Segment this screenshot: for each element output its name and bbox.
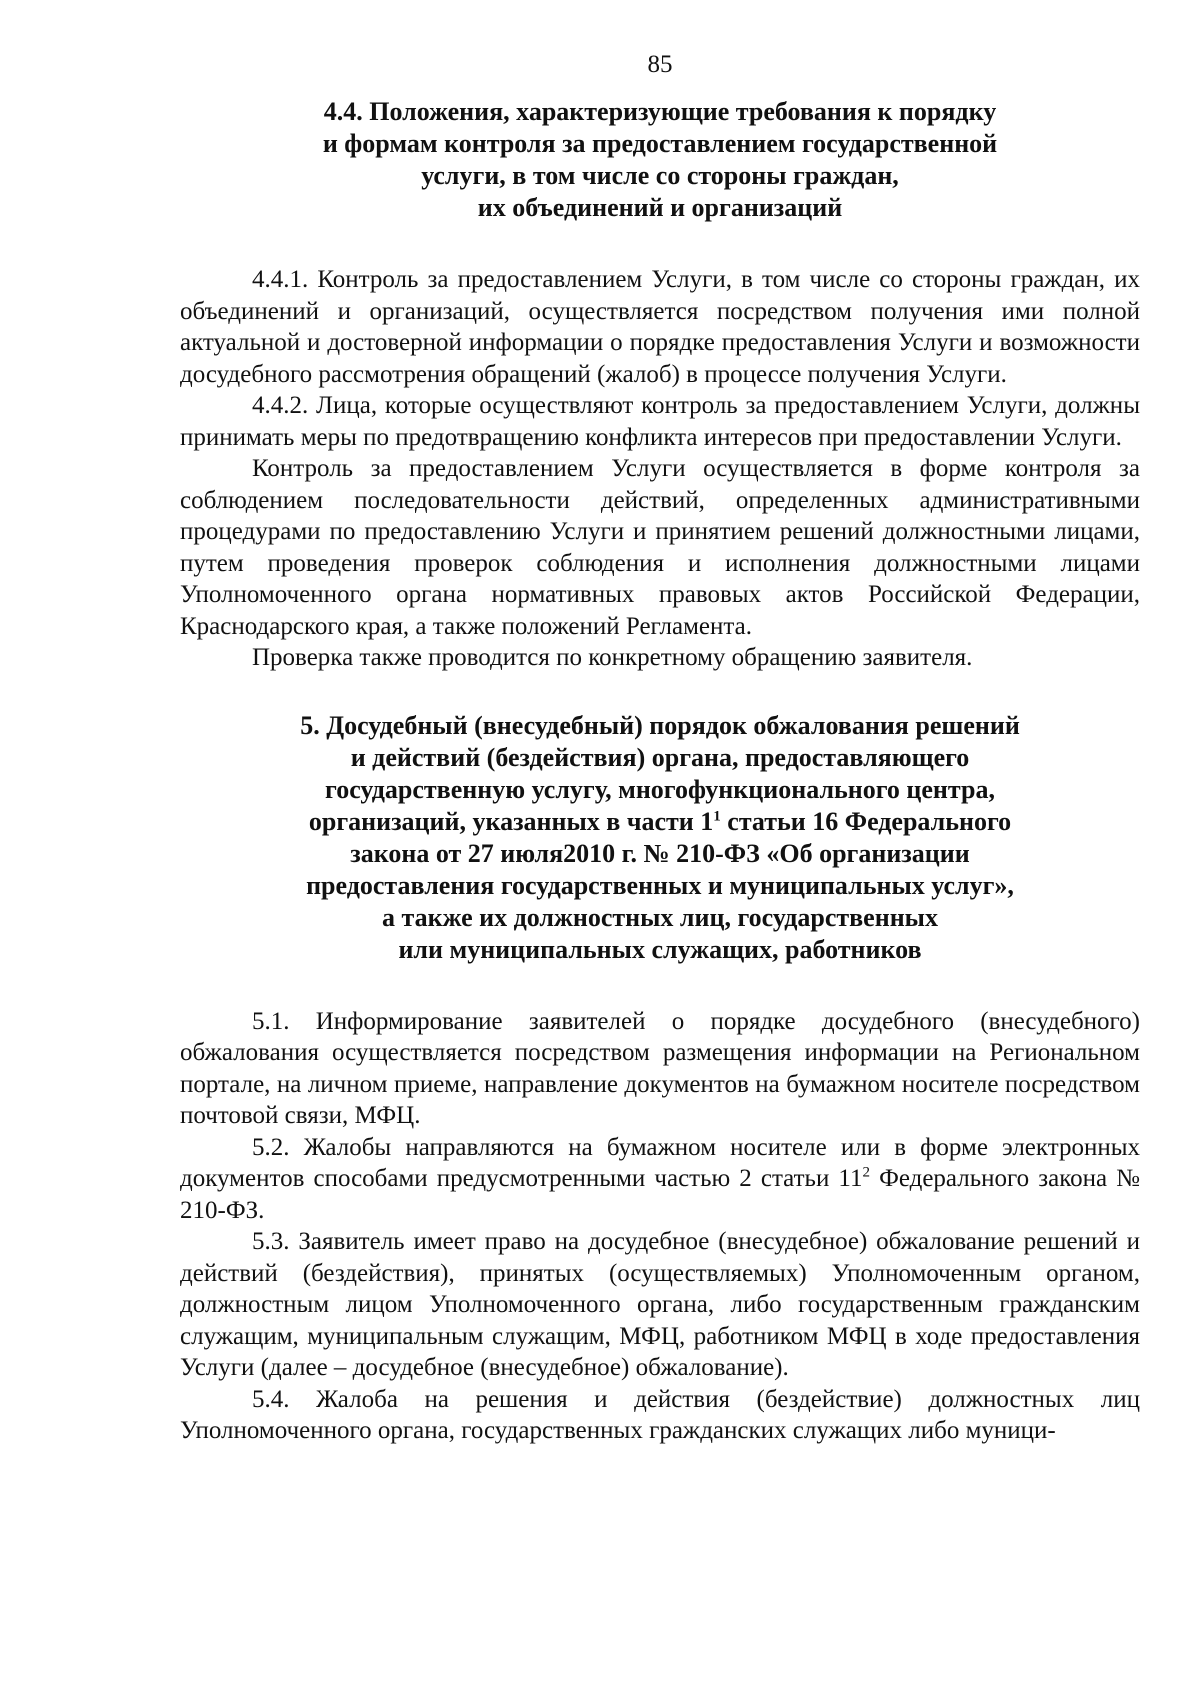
paragraph-4-4-2: 4.4.2. Лица, которые осуществляют контроль за предоставлением Услуги, должны принимать меры по предотвращению конфликта интересов при предоставлении Услуги. [180,392,1140,451]
paragraph-5-4: 5.4. Жалоба на решения и действия (бездействие) должностных лиц Уполномоченного органа, государственных гражданских служащих либо муници- [180,1385,1140,1444]
document-page [180,50,1140,1447]
title-line: 5. Досудебный (внесудебный) порядок обжалования решений [300,710,1020,740]
paragraph-control-form: Контроль за предоставлением Услуги осуществляется в форме контроля за соблюдением последовательности действий, определенных административными процедурами по предоставлению Услуги и принятием решений должностными лицами, путем проведения проверок соблюдения и исполнения должностными лицами Уполномоченного органа нормативных правовых актов Российской Федерации, Краснодарского края, а также положений Регламента. [180,455,1140,640]
title-line: а также их должностных лиц, государственных [382,902,938,932]
title-line: и действий (бездействия) органа, предоставляющего [350,742,970,772]
title-line: предоставления государственных и муниципальных услуг», [306,870,1014,900]
paragraph-5-2-text: 5.2. Жалобы направляются на бумажном носителе или в форме электронных документов способами предусмотренными частью 2 статьи 11 [180,1133,1140,1192]
paragraph-4-4-1: 4.4.1. Контроль за предоставлением Услуги, в том числе со стороны граждан, их объединений и организаций, осуществляется посредством получения ими полной актуальной и достоверной информации о порядке предоставления Услуги и возможности досудебного рассмотрения обращений (жалоб) в процессе получения Услуги. [180,266,1140,388]
superscript: 2 [862,1164,870,1181]
section-5-title [180,710,1140,966]
superscript: 1 [713,807,721,824]
title-line-part: статьи 16 Федерального [720,806,1012,836]
paragraph-5-2-text-end: Федерального закона № 210-ФЗ. [180,1165,1140,1224]
paragraph-5-1: 5.1. Информирование заявителей о порядке досудебного (внесудебного) обжалования осуществляется посредством размещения информации на Региональном портале, на личном приеме, направление документов на бумажном носителе посредством почтовой связи, МФЦ. [180,1007,1140,1129]
paragraph-inspection: Проверка также проводится по конкретному обращению заявителя. [252,644,973,671]
title-line: 4.4. Положения, характеризующие требования к порядку [323,97,997,126]
title-line: их объединений и организаций [477,193,843,222]
paragraph-5-2 [180,1132,1140,1227]
section-4-4-title [180,96,1140,224]
title-line: или муниципальных служащих, работников [398,934,922,964]
paragraph-5-3: 5.3. Заявитель имеет право на досудебное (внесудебное) обжалование решений и действий (бездействия), принятых (осуществляемых) Уполномоченным органом, должностным лицом Уполномоченного органа, либо государственным гражданским служащим, муниципальным служащим, МФЦ, работником МФЦ в ходе предоставления Услуги (далее – досудебное (внесудебное) обжалование). [180,1228,1140,1381]
title-line: государственную услугу, многофункционального центра, [325,774,995,804]
title-line-with-superscript [180,806,1140,838]
title-line-part: организаций, указанных в части 1 [308,806,714,836]
title-line: и формам контроля за предоставлением государственной [322,129,998,158]
page-number: 85 [647,51,673,78]
title-line: закона от 27 июля2010 г. № 210-ФЗ «Об организации [350,838,970,868]
title-line: услуги, в том числе со стороны граждан, [421,161,899,190]
